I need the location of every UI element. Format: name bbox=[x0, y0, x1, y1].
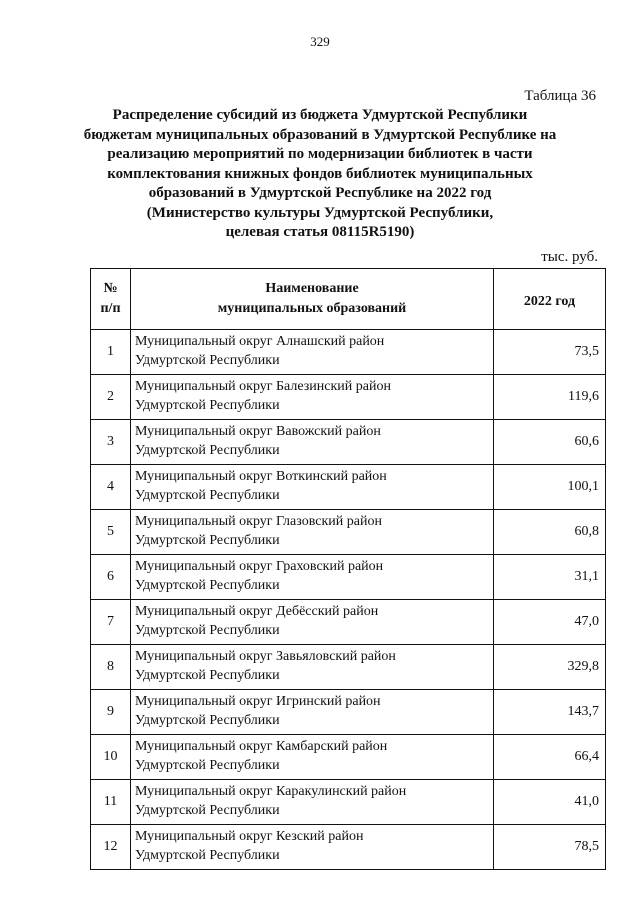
row-number: 7 bbox=[91, 600, 131, 645]
row-value: 31,1 bbox=[494, 555, 606, 600]
table-row bbox=[91, 825, 606, 870]
units-label: тыс. руб. bbox=[541, 249, 598, 265]
row-municipality bbox=[131, 690, 494, 735]
municipality-line1: Муниципальный округ Игринский район bbox=[135, 694, 381, 709]
municipality-line2: Удмуртской Республики bbox=[135, 803, 280, 818]
municipality-line1: Муниципальный округ Воткинский район bbox=[135, 469, 387, 484]
table-row bbox=[91, 375, 606, 420]
row-municipality bbox=[131, 510, 494, 555]
header-number-line1: № bbox=[103, 281, 118, 296]
title-line: реализацию мероприятий по модернизации библиотек в части bbox=[107, 146, 533, 162]
municipality-line2: Удмуртской Республики bbox=[135, 848, 280, 863]
municipality-line2: Удмуртской Республики bbox=[135, 623, 280, 638]
municipality-line1: Муниципальный округ Дебёсский район bbox=[135, 604, 379, 619]
table-row bbox=[91, 510, 606, 555]
table-label: Таблица 36 bbox=[524, 88, 596, 104]
municipality-line1: Муниципальный округ Камбарский район bbox=[135, 739, 388, 754]
row-municipality bbox=[131, 825, 494, 870]
row-value: 60,8 bbox=[494, 510, 606, 555]
subsidies-table bbox=[90, 268, 606, 870]
municipality-line2: Удмуртской Республики bbox=[135, 488, 280, 503]
municipality-line1: Муниципальный округ Каракулинский район bbox=[135, 784, 407, 799]
table-row bbox=[91, 330, 606, 375]
municipality-line2: Удмуртской Республики bbox=[135, 758, 280, 773]
title-line: образований в Удмуртской Республике на 2022 год bbox=[148, 185, 492, 201]
row-municipality bbox=[131, 645, 494, 690]
row-municipality bbox=[131, 735, 494, 780]
row-municipality bbox=[131, 375, 494, 420]
row-municipality bbox=[131, 600, 494, 645]
municipality-line2: Удмуртской Республики bbox=[135, 668, 280, 683]
row-value: 47,0 bbox=[494, 600, 606, 645]
row-value: 66,4 bbox=[494, 735, 606, 780]
row-number: 3 bbox=[91, 420, 131, 465]
row-number: 9 bbox=[91, 690, 131, 735]
row-number: 5 bbox=[91, 510, 131, 555]
municipality-line2: Удмуртской Республики bbox=[135, 398, 280, 413]
table-row bbox=[91, 780, 606, 825]
row-value: 329,8 bbox=[494, 645, 606, 690]
municipality-line2: Удмуртской Республики bbox=[135, 713, 280, 728]
table-row bbox=[91, 735, 606, 780]
municipality-line1: Муниципальный округ Вавожский район bbox=[135, 424, 381, 439]
row-municipality bbox=[131, 780, 494, 825]
row-value: 143,7 bbox=[494, 690, 606, 735]
header-name-line2: муниципальных образований bbox=[217, 301, 407, 316]
row-number: 12 bbox=[91, 825, 131, 870]
row-value: 41,0 bbox=[494, 780, 606, 825]
table-row bbox=[91, 645, 606, 690]
document-title bbox=[40, 106, 600, 243]
table-row bbox=[91, 555, 606, 600]
municipality-line1: Муниципальный округ Балезинский район bbox=[135, 379, 391, 394]
row-number: 8 bbox=[91, 645, 131, 690]
table-row bbox=[91, 600, 606, 645]
title-line: целевая статья 08115R5190) bbox=[225, 224, 415, 240]
municipality-line1: Муниципальный округ Завьяловский район bbox=[135, 649, 396, 664]
municipality-line2: Удмуртской Республики bbox=[135, 353, 280, 368]
header-number bbox=[91, 269, 131, 330]
municipality-line2: Удмуртской Республики bbox=[135, 443, 280, 458]
header-name-line1: Наименование bbox=[265, 281, 359, 296]
page-number: 329 bbox=[310, 34, 330, 49]
municipality-line2: Удмуртской Республики bbox=[135, 578, 280, 593]
title-line: Распределение субсидий из бюджета Удмуртской Республики bbox=[112, 107, 528, 123]
row-municipality bbox=[131, 330, 494, 375]
row-value: 78,5 bbox=[494, 825, 606, 870]
header-name bbox=[131, 269, 494, 330]
municipality-line1: Муниципальный округ Глазовский район bbox=[135, 514, 382, 529]
municipality-line1: Муниципальный округ Кезский район bbox=[135, 829, 364, 844]
row-number: 11 bbox=[91, 780, 131, 825]
title-line: комплектования книжных фондов библиотек муниципальных bbox=[107, 165, 533, 182]
header-number-line2: п/п bbox=[100, 301, 121, 316]
row-value: 60,6 bbox=[494, 420, 606, 465]
title-line: (Министерство культуры Удмуртской Республики, bbox=[146, 204, 494, 221]
row-municipality bbox=[131, 465, 494, 510]
municipality-line2: Удмуртской Республики bbox=[135, 533, 280, 548]
row-number: 10 bbox=[91, 735, 131, 780]
row-value: 100,1 bbox=[494, 465, 606, 510]
row-number: 4 bbox=[91, 465, 131, 510]
header-year: 2022 год bbox=[494, 269, 606, 330]
title-line: бюджетам муниципальных образований в Удмуртской Республике на bbox=[83, 126, 557, 143]
row-number: 1 bbox=[91, 330, 131, 375]
table-header-row bbox=[91, 269, 606, 330]
municipality-line1: Муниципальный округ Граховский район bbox=[135, 559, 384, 574]
row-value: 119,6 bbox=[494, 375, 606, 420]
row-number: 6 bbox=[91, 555, 131, 600]
table-row bbox=[91, 420, 606, 465]
row-municipality bbox=[131, 420, 494, 465]
row-number: 2 bbox=[91, 375, 131, 420]
row-municipality bbox=[131, 555, 494, 600]
row-value: 73,5 bbox=[494, 330, 606, 375]
table-row bbox=[91, 465, 606, 510]
municipality-line1: Муниципальный округ Алнашский район bbox=[135, 334, 385, 349]
table-row bbox=[91, 690, 606, 735]
